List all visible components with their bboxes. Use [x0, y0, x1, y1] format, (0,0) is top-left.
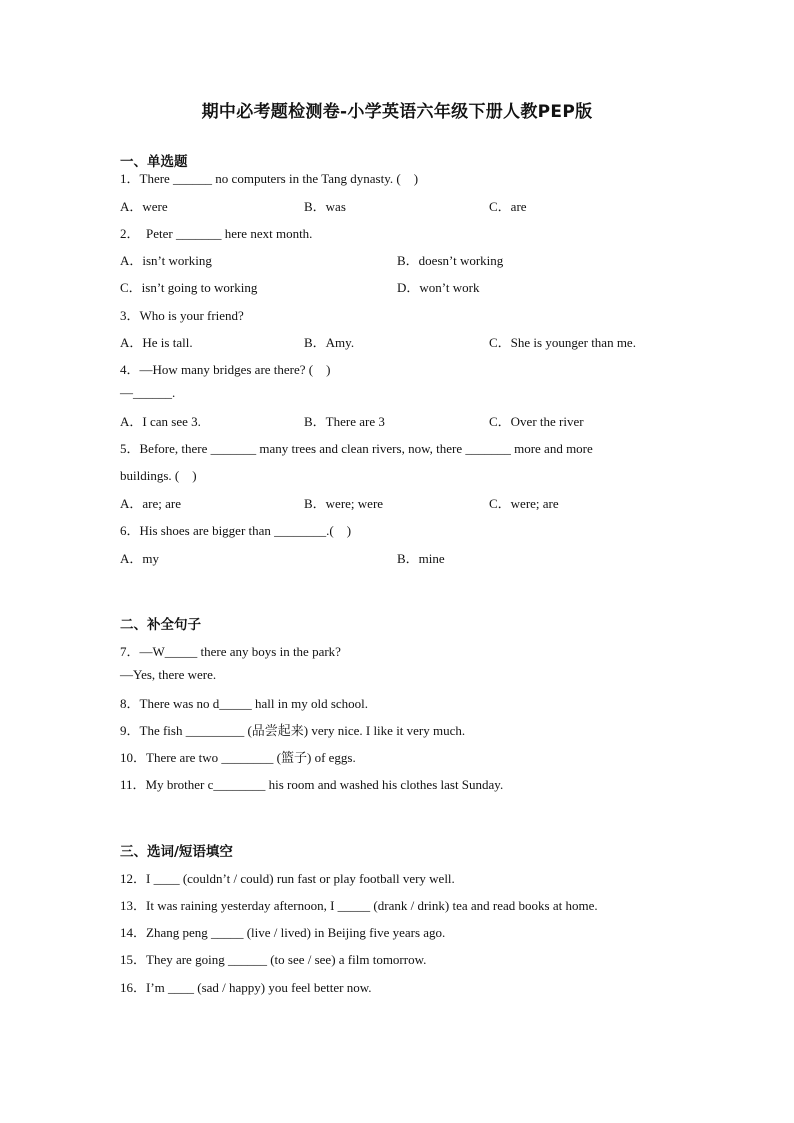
q1-option-a: A．were — [120, 199, 168, 214]
q1-option-c: C．are — [489, 199, 527, 214]
question-4-answer-line: —______. — [120, 385, 176, 400]
q4-option-b: B．There are 3 — [304, 414, 385, 429]
q4-option-a: A．I can see 3. — [120, 414, 201, 429]
question-12: 12．I ____ (couldn’t / could) run fast or play football very well. — [120, 871, 455, 886]
question-4: 4．—How many bridges are there? ( ) — [120, 362, 331, 377]
section-heading-complete-sentences: 二、补全句子 — [120, 617, 201, 633]
question-7-answer: —Yes, there were. — [120, 667, 217, 682]
question-7: 7．—W_____ there any boys in the park? — [120, 644, 341, 659]
question-8: 8．There was no d_____ hall in my old school. — [120, 696, 369, 711]
question-5-continuation: buildings. ( ) — [120, 468, 197, 483]
question-6: 6．His shoes are bigger than ________.( ) — [120, 523, 352, 538]
question-10: 10．There are two ________ (篮子) of eggs. — [120, 750, 356, 765]
q3-option-b: B．Amy. — [304, 335, 355, 350]
question-13: 13．It was raining yesterday afternoon, I _____ (drank / drink) tea and read books at home. — [120, 898, 598, 913]
question-11: 11．My brother c________ his room and washed his clothes last Sunday. — [120, 777, 504, 792]
question-15: 15．They are going ______ (to see / see) a film tomorrow. — [120, 952, 427, 967]
question-5: 5．Before, there _______ many trees and clean rivers, now, there _______ more and more — [120, 441, 593, 456]
section-heading-single-choice: 一、单选题 — [120, 154, 188, 170]
q3-option-c: C．She is younger than me. — [489, 335, 636, 350]
q2-option-c: C．isn’t going to working — [120, 280, 258, 295]
q1-option-b: B．was — [304, 199, 346, 214]
question-9: 9．The fish _________ (品尝起来) very nice. I like it very much. — [120, 723, 466, 738]
q6-option-a: A．my — [120, 551, 160, 566]
question-3: 3．Who is your friend? — [120, 308, 244, 323]
q2-option-a: A．isn’t working — [120, 253, 212, 268]
q4-option-c: C．Over the river — [489, 414, 584, 429]
q5-option-b: B．were; were — [304, 496, 384, 511]
q6-option-b: B．mine — [397, 551, 445, 566]
page-title: 期中必考题检测卷-小学英语六年级下册人教PEP版 — [201, 102, 593, 122]
question-1: 1．There ______ no computers in the Tang dynasty. ( ) — [120, 171, 419, 186]
q2-option-d: D．won’t work — [397, 280, 480, 295]
q2-option-b: B．doesn’t working — [397, 253, 504, 268]
question-2: 2． Peter _______ here next month. — [120, 226, 313, 241]
q5-option-c: C．were; are — [489, 496, 559, 511]
section-heading-word-choice: 三、选词/短语填空 — [120, 844, 233, 860]
q5-option-a: A．are; are — [120, 496, 181, 511]
question-16: 16．I’m ____ (sad / happy) you feel better now. — [120, 980, 372, 995]
q3-option-a: A．He is tall. — [120, 335, 193, 350]
question-14: 14．Zhang peng _____ (live / lived) in Beijing five years ago. — [120, 925, 446, 940]
